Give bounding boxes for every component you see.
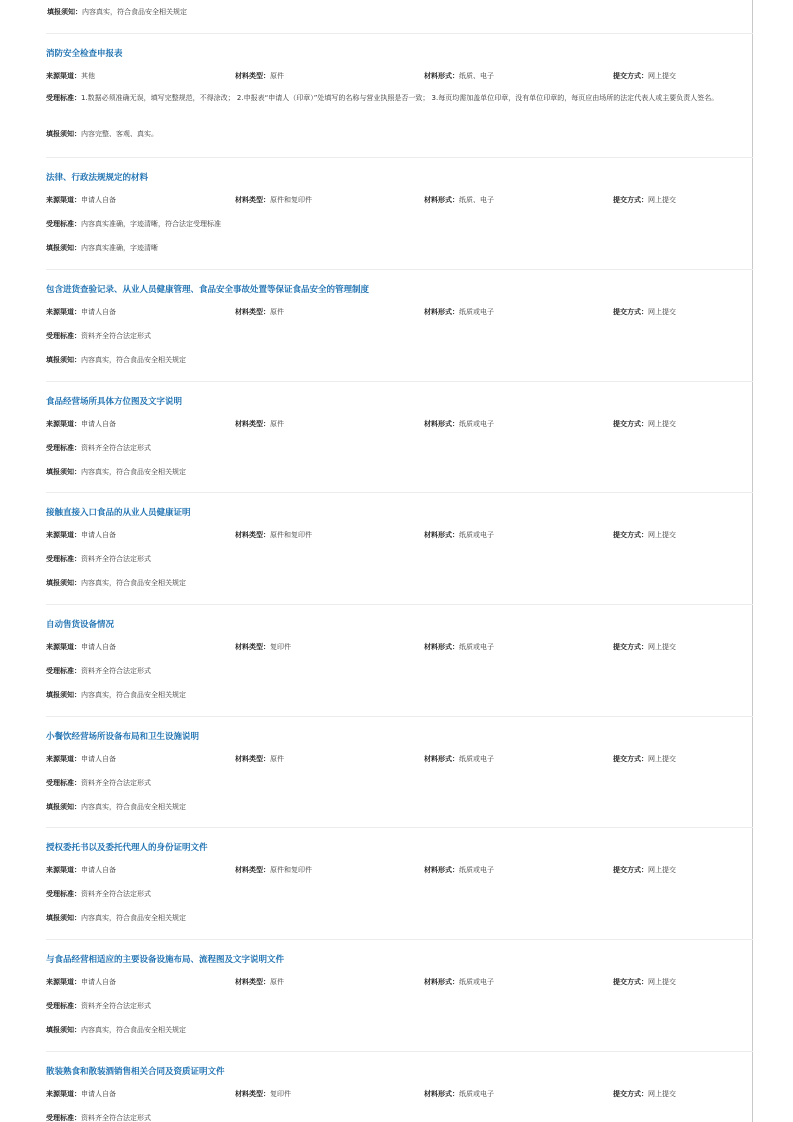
notice-label: 填报须知：: [46, 468, 81, 476]
source-label: 来源渠道：: [46, 755, 81, 763]
notice-value: 内容真实，符合食品安全相关规定: [81, 1026, 186, 1034]
type-value: 原件和复印件: [270, 866, 312, 874]
submit-value: 网上提交: [648, 308, 676, 316]
material-item: [46, 381, 753, 492]
material-meta-row: [46, 1088, 753, 1100]
standard-row: [46, 442, 753, 454]
form-value: 纸质或电子: [459, 531, 494, 539]
notice-value: 内容真实，符合食品安全相关规定: [81, 579, 186, 587]
standard-row: [46, 218, 753, 230]
material-meta-row: [46, 194, 753, 206]
standard-label: 受理标准：: [46, 444, 81, 452]
type-label: 材料类型：: [235, 866, 270, 874]
source-label: 来源渠道：: [46, 1090, 81, 1098]
submit-label: 提交方式：: [613, 531, 648, 539]
notice-label: 填报须知：: [46, 579, 81, 587]
form-value: 纸质或电子: [459, 420, 494, 428]
type-label: 材料类型：: [235, 643, 270, 651]
standard-row: [46, 888, 753, 900]
notice-value: 内容真实，符合食品安全相关规定: [81, 468, 186, 476]
submit-label: 提交方式：: [613, 308, 648, 316]
material-title[interactable]: 法律、行政法规规定的材料: [46, 173, 149, 183]
material-item: [46, 827, 753, 938]
standard-label: 受理标准：: [46, 890, 81, 898]
source-value: 申请人自备: [81, 1090, 116, 1098]
submit-value: 网上提交: [648, 196, 676, 204]
type-value: 复印件: [270, 643, 291, 651]
previous-notice-row: [47, 6, 187, 18]
form-label: 材料形式：: [424, 308, 459, 316]
form-value: 纸质或电子: [459, 978, 494, 986]
submit-label: 提交方式：: [613, 978, 648, 986]
notice-label: 填报须知：: [46, 356, 81, 364]
standard-value: 资料齐全符合法定形式: [81, 555, 151, 563]
notice-label: 填报须知：: [46, 1026, 81, 1034]
form-label: 材料形式：: [424, 643, 459, 651]
submit-value: 网上提交: [648, 72, 676, 80]
form-value: 纸质或电子: [459, 866, 494, 874]
standard-label: 受理标准：: [46, 555, 81, 563]
form-label: 材料形式：: [424, 196, 459, 204]
source-label: 来源渠道：: [46, 72, 81, 80]
type-value: 复印件: [270, 1090, 291, 1098]
type-label: 材料类型：: [235, 308, 270, 316]
submit-label: 提交方式：: [613, 72, 648, 80]
material-title[interactable]: 消防安全检查申报表: [46, 49, 123, 59]
standard-row: [46, 553, 753, 565]
form-value: 纸质或电子: [459, 308, 494, 316]
notice-value: 内容真实，符合食品安全相关规定: [81, 914, 186, 922]
submit-label: 提交方式：: [613, 866, 648, 874]
material-title[interactable]: 小餐饮经营场所设备布局和卫生设施说明: [46, 732, 200, 742]
form-value: 纸质或电子: [459, 755, 494, 763]
type-value: 原件: [270, 72, 284, 80]
standard-value: 资料齐全符合法定形式: [81, 779, 151, 787]
notice-value: 内容真实，符合食品安全相关规定: [81, 356, 186, 364]
standard-label: 受理标准：: [46, 1114, 81, 1122]
material-meta-row: [46, 306, 753, 318]
standard-value: 资料齐全符合法定形式: [81, 890, 151, 898]
notice-row: [46, 801, 753, 813]
material-title[interactable]: 授权委托书以及委托代理人的身份证明文件: [46, 843, 208, 853]
standard-row: [46, 92, 753, 104]
submit-label: 提交方式：: [613, 1090, 648, 1098]
material-item: [46, 269, 753, 380]
notice-value: 内容真实，符合食品安全相关规定: [82, 8, 187, 16]
material-item: [46, 33, 753, 144]
submit-value: 网上提交: [648, 755, 676, 763]
type-value: 原件: [270, 308, 284, 316]
standard-label: 受理标准：: [46, 667, 81, 675]
source-value: 申请人自备: [81, 755, 116, 763]
type-label: 材料类型：: [235, 196, 270, 204]
type-label: 材料类型：: [235, 420, 270, 428]
material-meta-row: [46, 418, 753, 430]
source-label: 来源渠道：: [46, 978, 81, 986]
form-value: 纸质、电子: [459, 196, 494, 204]
source-value: 申请人自备: [81, 643, 116, 651]
notice-value: 内容真实，符合食品安全相关规定: [81, 803, 186, 811]
material-title[interactable]: 与食品经营相适应的主要设备设施布局、流程图及文字说明文件: [46, 955, 285, 965]
material-meta-row: [46, 70, 753, 82]
material-meta-row: [46, 641, 753, 653]
notice-label: 填报须知：: [46, 244, 81, 252]
submit-value: 网上提交: [648, 420, 676, 428]
submit-value: 网上提交: [648, 643, 676, 651]
submit-label: 提交方式：: [613, 643, 648, 651]
material-item: [46, 492, 753, 603]
type-value: 原件和复印件: [270, 196, 312, 204]
type-label: 材料类型：: [235, 978, 270, 986]
notice-label: 填报须知：: [46, 914, 81, 922]
source-label: 来源渠道：: [46, 531, 81, 539]
material-meta-row: [46, 864, 753, 876]
notice-row: [46, 466, 753, 478]
material-title[interactable]: 自动售货设备情况: [46, 620, 115, 630]
standard-label: 受理标准：: [46, 94, 81, 102]
material-meta-row: [46, 529, 753, 541]
standard-label: 受理标准：: [46, 1002, 81, 1010]
form-value: 纸质或电子: [459, 643, 494, 651]
source-label: 来源渠道：: [46, 196, 81, 204]
notice-row: [46, 242, 753, 254]
standard-label: 受理标准：: [46, 332, 81, 340]
form-label: 材料形式：: [424, 978, 459, 986]
source-value: 申请人自备: [81, 196, 116, 204]
notice-value: 内容真实，符合食品安全相关规定: [81, 691, 186, 699]
standard-value: 内容真实准确，字迹清晰，符合法定受理标准: [81, 220, 221, 228]
material-title[interactable]: 包含进货查验记录、从业人员健康管理、食品安全事故处置等保证食品安全的管理制度: [46, 285, 370, 295]
standard-value: 资料齐全符合法定形式: [81, 1114, 151, 1122]
form-label: 材料形式：: [424, 420, 459, 428]
type-label: 材料类型：: [235, 531, 270, 539]
type-value: 原件: [270, 978, 284, 986]
submit-label: 提交方式：: [613, 420, 648, 428]
source-value: 申请人自备: [81, 420, 116, 428]
type-value: 原件和复印件: [270, 531, 312, 539]
standard-value: 资料齐全符合法定形式: [81, 444, 151, 452]
source-value: 其他: [81, 72, 95, 80]
material-item: [46, 157, 753, 268]
standard-value: 资料齐全符合法定形式: [81, 667, 151, 675]
source-label: 来源渠道：: [46, 308, 81, 316]
type-label: 材料类型：: [235, 755, 270, 763]
material-item: [46, 716, 753, 827]
notice-value: 内容真实准确，字迹清晰: [81, 244, 158, 252]
notice-label: 填报须知：: [46, 691, 81, 699]
form-label: 材料形式：: [424, 72, 459, 80]
standard-value: 资料齐全符合法定形式: [81, 332, 151, 340]
submit-value: 网上提交: [648, 866, 676, 874]
notice-row: [46, 354, 753, 366]
material-item: [46, 1051, 753, 1122]
source-value: 申请人自备: [81, 308, 116, 316]
type-value: 原件: [270, 420, 284, 428]
standard-row: [46, 665, 753, 677]
submit-value: 网上提交: [648, 1090, 676, 1098]
standard-row: [46, 330, 753, 342]
submit-label: 提交方式：: [613, 196, 648, 204]
material-meta-row: [46, 753, 753, 765]
source-value: 申请人自备: [81, 978, 116, 986]
form-label: 材料形式：: [424, 531, 459, 539]
material-item: [46, 939, 753, 1050]
notice-row: [46, 577, 753, 589]
standard-row: [46, 1112, 753, 1122]
notice-value: 内容完整、客观、真实。: [81, 130, 158, 138]
notice-row: [46, 1024, 753, 1036]
type-value: 原件: [270, 755, 284, 763]
source-label: 来源渠道：: [46, 643, 81, 651]
notice-row: [46, 689, 753, 701]
form-label: 材料形式：: [424, 755, 459, 763]
source-label: 来源渠道：: [46, 866, 81, 874]
standard-row: [46, 1000, 753, 1012]
type-label: 材料类型：: [235, 1090, 270, 1098]
standard-value: 资料齐全符合法定形式: [81, 1002, 151, 1010]
material-item: [46, 604, 753, 715]
source-value: 申请人自备: [81, 866, 116, 874]
form-label: 材料形式：: [424, 1090, 459, 1098]
standard-label: 受理标准：: [46, 779, 81, 787]
standard-value: 1.数据必须准确无误，填写完整规范，不得涂改； 2.申报表“申请人（印章）”处填写的名称与营业执照是否一致； 3.每页均需加盖单位印章，没有单位印章的，每页应由场所的法定代表人或主要负责人签名。: [81, 94, 719, 102]
notice-label: 填报须知：: [46, 130, 81, 138]
submit-value: 网上提交: [648, 978, 676, 986]
source-label: 来源渠道：: [46, 420, 81, 428]
standard-row: [46, 777, 753, 789]
submit-value: 网上提交: [648, 531, 676, 539]
form-value: 纸质、电子: [459, 72, 494, 80]
form-label: 材料形式：: [424, 866, 459, 874]
notice-row: [46, 912, 753, 924]
material-title[interactable]: 接触直接入口食品的从业人员健康证明: [46, 508, 191, 518]
material-title[interactable]: 食品经营场所具体方位图及文字说明: [46, 397, 183, 407]
material-title[interactable]: 散装熟食和散装酒销售相关合同及资质证明文件: [46, 1067, 225, 1077]
notice-label: 填报须知：: [47, 8, 82, 16]
submit-label: 提交方式：: [613, 755, 648, 763]
form-value: 纸质或电子: [459, 1090, 494, 1098]
standard-label: 受理标准：: [46, 220, 81, 228]
type-label: 材料类型：: [235, 72, 270, 80]
material-meta-row: [46, 976, 753, 988]
notice-label: 填报须知：: [46, 803, 81, 811]
source-value: 申请人自备: [81, 531, 116, 539]
notice-row: [46, 128, 753, 140]
